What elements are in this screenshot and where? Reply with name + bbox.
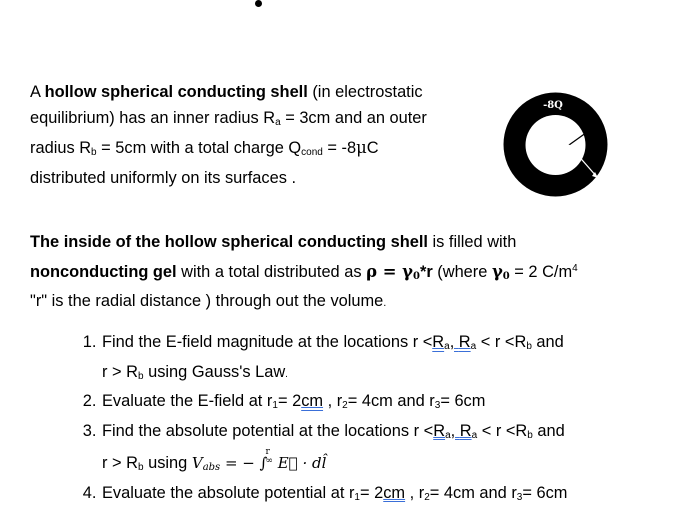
text: = 2 C/m xyxy=(509,262,573,281)
subscript: 3 xyxy=(434,400,441,411)
text: is filled with xyxy=(427,233,517,251)
text: = 2 xyxy=(277,392,302,410)
subscript: 2 xyxy=(342,400,348,411)
upper-limit: r xyxy=(265,447,270,457)
text: , r xyxy=(405,483,425,502)
potential-symbol: V xyxy=(191,454,203,472)
subscript: b xyxy=(527,429,533,441)
subscript: 2 xyxy=(424,491,430,503)
text: distributed uniformly on its surfaces . xyxy=(30,168,297,187)
subscript: a xyxy=(445,429,451,441)
text: , xyxy=(449,333,459,351)
text: . xyxy=(285,368,288,380)
subscript: 0 xyxy=(502,270,510,282)
subscript: 1 xyxy=(272,400,278,411)
text: C xyxy=(366,139,379,157)
gamma-symbol: γ xyxy=(491,261,503,281)
text: = 3cm and an outer xyxy=(280,108,427,127)
subscript: b xyxy=(91,147,97,158)
subscript: 3 xyxy=(516,491,523,503)
subscript: 1 xyxy=(354,491,360,503)
text: Evaluate the absolute potential at r xyxy=(102,483,355,502)
text: , xyxy=(450,421,460,440)
text: A xyxy=(30,83,45,101)
text: = -8 xyxy=(322,139,357,157)
text: (in electrostatic xyxy=(307,83,423,101)
superscript: 4 xyxy=(572,262,578,274)
text: < r <R xyxy=(476,333,527,351)
charge-label: -8Q xyxy=(543,100,563,111)
subscript: b xyxy=(526,341,532,352)
text: using xyxy=(143,454,192,472)
text: with a total distributed as xyxy=(176,262,367,281)
text: < r <R xyxy=(477,421,528,440)
text: R xyxy=(432,333,445,351)
question-2 xyxy=(101,389,661,419)
subscript: b xyxy=(137,370,144,382)
text: and xyxy=(531,333,564,351)
text: "r" is the radial distance ) through out the volume xyxy=(30,292,384,310)
text: R xyxy=(433,421,446,440)
question-3 xyxy=(101,419,661,481)
bold-term: hollow spherical conducting shell xyxy=(44,83,308,101)
lower-limit: ∞ xyxy=(265,456,273,466)
bold-term: nonconducting gel xyxy=(30,262,177,281)
underlined-term: cm xyxy=(301,392,324,410)
text: = 6cm xyxy=(522,483,568,502)
underlined-term xyxy=(459,333,476,351)
question-1-continuation xyxy=(102,360,661,390)
bold-term: The inside of the hollow spherical conducting shell xyxy=(30,233,428,251)
text: (where xyxy=(432,262,492,281)
text: = 5cm with a total charge Q xyxy=(96,139,302,157)
underlined-term xyxy=(432,333,459,351)
gel-description xyxy=(30,230,578,317)
text: and xyxy=(532,421,565,440)
stray-dot xyxy=(255,0,262,7)
problem-description xyxy=(30,80,427,191)
subscript: 0 xyxy=(412,270,420,282)
subscript: b xyxy=(137,462,144,473)
text: Find the absolute potential at the locations r < xyxy=(102,421,434,440)
integral-limits xyxy=(265,448,273,466)
subscript: a xyxy=(471,429,478,441)
subscript: a xyxy=(470,341,477,352)
underlined-term xyxy=(433,422,460,440)
question-list xyxy=(0,330,661,510)
underlined-term: cm xyxy=(383,483,406,502)
integrand: E⃗ · dl̂ xyxy=(272,454,327,472)
underlined-term xyxy=(460,422,477,440)
charge-density-expression: ρ = γ xyxy=(366,261,413,281)
text: Find the E-field magnitude at the locations r < xyxy=(102,333,433,351)
text: using Gauss's Law xyxy=(143,362,286,381)
text: = 4cm and r xyxy=(429,483,517,502)
text: = 4cm and r xyxy=(347,392,435,410)
text: R xyxy=(459,421,472,440)
mu-symbol: μ xyxy=(356,138,367,157)
text: equilibrium) has an inner radius R xyxy=(30,108,276,127)
integral-expression: = − ∫ xyxy=(220,454,268,472)
text: radius R xyxy=(30,139,92,157)
text: . xyxy=(383,297,387,309)
subscript: a xyxy=(275,116,281,128)
subscript: abs xyxy=(202,462,221,473)
inner-cavity xyxy=(526,115,586,175)
text: = 2 xyxy=(359,483,384,502)
bold-term: *r xyxy=(419,262,433,281)
question-1 xyxy=(101,330,661,389)
text: , r xyxy=(323,392,343,410)
text: r > R xyxy=(102,454,138,472)
text: R xyxy=(458,333,471,351)
shell-diagram xyxy=(503,92,608,197)
text: = 6cm xyxy=(440,392,486,410)
subscript: cond xyxy=(301,147,323,158)
question-4 xyxy=(101,481,661,511)
subscript: a xyxy=(444,341,450,352)
text: r > R xyxy=(102,362,138,381)
text: Evaluate the E-field at r xyxy=(102,392,273,410)
question-3-continuation xyxy=(102,448,661,481)
